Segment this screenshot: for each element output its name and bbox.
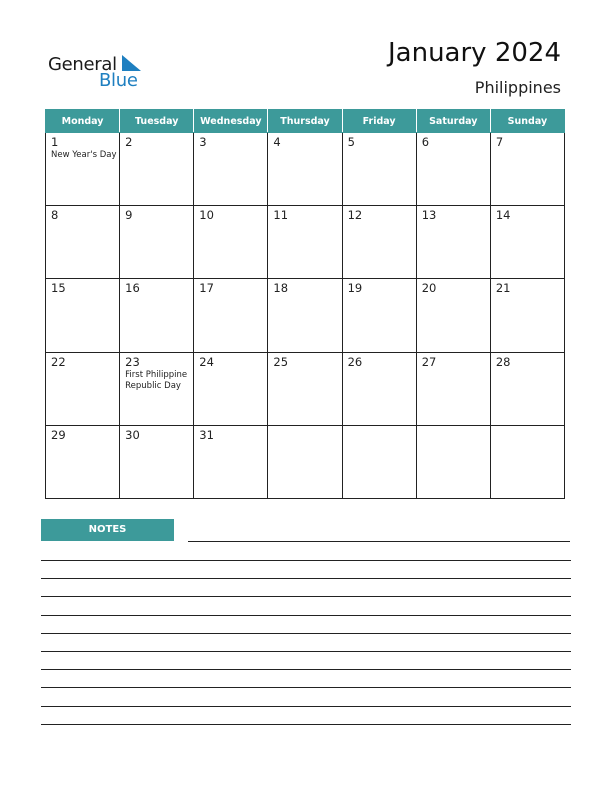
day-cell: [268, 425, 342, 498]
day-cell: [416, 279, 490, 352]
day-number: 10: [199, 208, 214, 223]
day-cell: [120, 425, 194, 498]
day-cell: [194, 425, 268, 498]
day-number: 19: [347, 281, 363, 296]
day-number: 16: [125, 281, 140, 296]
day-number: 12: [347, 208, 363, 223]
day-number: 21: [495, 281, 511, 296]
note-line: [41, 669, 571, 670]
day-number: 20: [421, 281, 437, 296]
day-cell: [490, 279, 564, 352]
day-number: 14: [495, 208, 511, 223]
day-number: 6: [421, 135, 430, 149]
day-number: 8: [51, 208, 59, 223]
day-number: 18: [273, 281, 289, 296]
day-number: 11: [273, 208, 289, 223]
page-title: January 2024: [388, 38, 561, 68]
day-cell: [120, 206, 194, 279]
day-cell: [120, 352, 194, 425]
week-row: [46, 279, 565, 352]
day-cell: [194, 206, 268, 279]
day-number: 28: [495, 354, 511, 369]
day-number: 27: [421, 354, 437, 369]
note-line: [41, 651, 571, 652]
day-cell: [268, 279, 342, 352]
note-line: [41, 596, 571, 597]
calendar-grid: [45, 109, 565, 499]
day-number: 23: [125, 354, 140, 369]
day-cell: [120, 133, 194, 206]
day-cell: [490, 133, 564, 206]
weekday-header: Sunday: [490, 110, 564, 133]
day-cell: [46, 206, 120, 279]
country-subtitle: Philippines: [474, 78, 561, 97]
day-number: 2: [125, 135, 133, 149]
note-line: [188, 541, 570, 542]
day-number: 15: [51, 281, 66, 296]
weekday-header: Saturday: [416, 110, 490, 133]
day-number: 13: [421, 208, 437, 223]
weekday-header: Monday: [46, 110, 120, 133]
day-number: 4: [273, 135, 281, 149]
day-number: 31: [199, 427, 214, 442]
day-number: 1: [51, 135, 59, 149]
day-number: 29: [51, 427, 66, 442]
day-cell: [46, 133, 120, 206]
holiday-label: New Year's Day: [51, 150, 117, 160]
day-cell: [46, 352, 120, 425]
day-number: 30: [125, 427, 140, 442]
weekday-header: Friday: [342, 110, 416, 133]
day-cell: [490, 206, 564, 279]
day-cell: [342, 206, 416, 279]
day-cell: [194, 352, 268, 425]
day-cell: [342, 279, 416, 352]
logo: [48, 52, 148, 92]
holiday-label: First Philippine Republic Day: [125, 369, 188, 391]
day-cell: [342, 352, 416, 425]
week-row: [46, 425, 565, 498]
day-number: 22: [51, 354, 66, 369]
day-number: 17: [199, 281, 214, 296]
day-cell: [416, 425, 490, 498]
day-number: 7: [495, 135, 504, 149]
day-cell: [194, 133, 268, 206]
day-cell: [490, 352, 564, 425]
day-cell: [268, 133, 342, 206]
day-cell: [46, 425, 120, 498]
note-line: [41, 687, 571, 688]
week-row: [46, 352, 565, 425]
day-cell: [416, 133, 490, 206]
day-number: 25: [273, 354, 289, 369]
notes-label: NOTES: [41, 519, 174, 541]
day-number: 3: [199, 135, 207, 149]
note-line: [41, 633, 571, 634]
note-line: [41, 724, 571, 725]
day-cell: [120, 279, 194, 352]
day-cell: [268, 206, 342, 279]
logo-blue-text: Blue: [99, 70, 138, 91]
note-line: [41, 578, 571, 579]
logo-general-text: General: [48, 54, 117, 75]
day-cell: [490, 425, 564, 498]
day-number: 26: [347, 354, 363, 369]
weekday-header: Thursday: [268, 110, 342, 133]
day-cell: [194, 279, 268, 352]
note-line: [41, 560, 571, 561]
day-cell: [416, 206, 490, 279]
day-cell: [46, 279, 120, 352]
day-cell: [342, 425, 416, 498]
weekday-header: Wednesday: [194, 110, 268, 133]
week-row: [46, 206, 565, 279]
week-row: [46, 133, 565, 206]
day-cell: [268, 352, 342, 425]
weekday-header-row: [46, 110, 565, 133]
day-number: 5: [347, 135, 355, 149]
day-number: 9: [125, 208, 133, 223]
day-number: 24: [199, 354, 214, 369]
day-cell: [416, 352, 490, 425]
note-line: [41, 706, 571, 707]
note-line: [41, 615, 571, 616]
weekday-header: Tuesday: [120, 110, 194, 133]
day-cell: [342, 133, 416, 206]
